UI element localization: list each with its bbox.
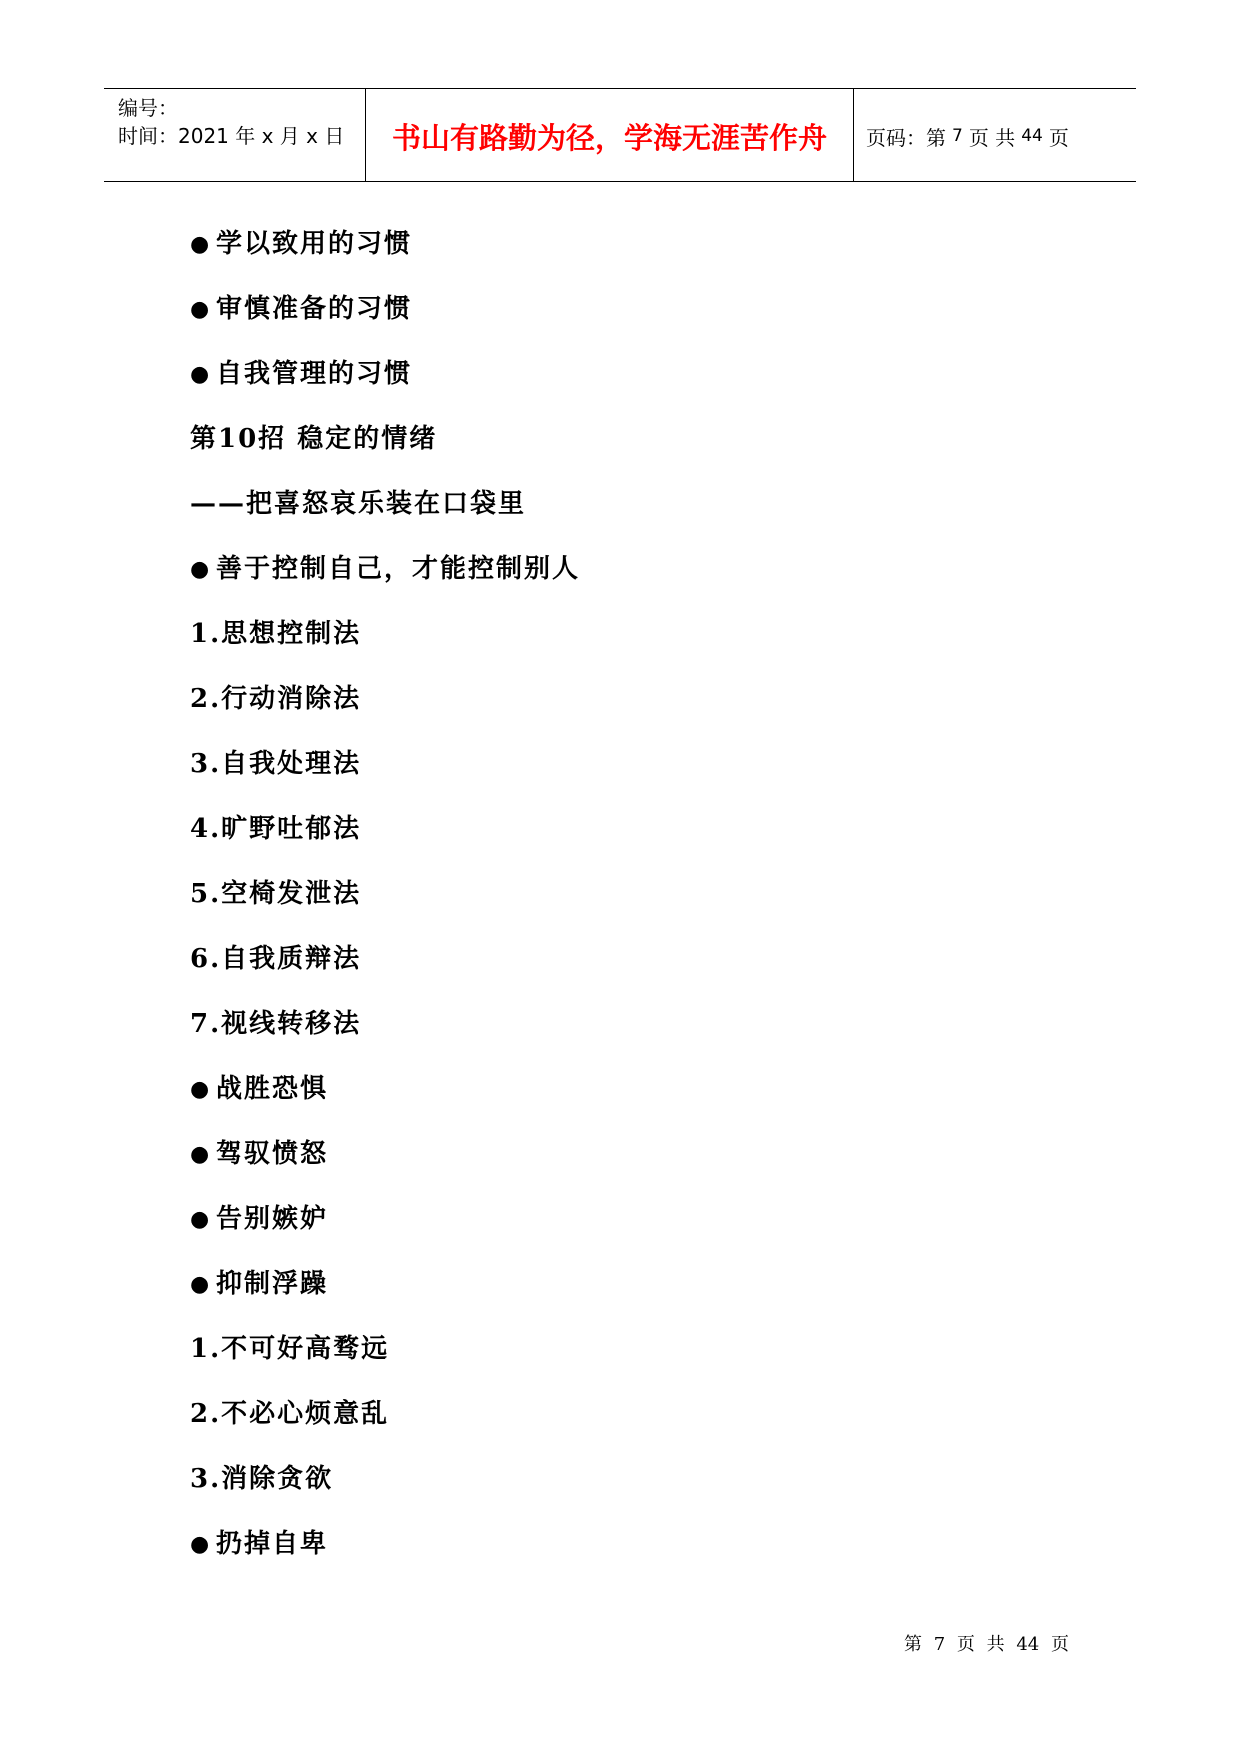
page-footer: 第 7 页 共 44 页 (904, 1634, 1069, 1655)
list-item (190, 277, 1090, 342)
list-item (190, 667, 1090, 732)
list-item (190, 342, 1090, 407)
list-item (190, 732, 1090, 797)
bullet-icon: ● (190, 1206, 210, 1232)
page-total: 44 (1021, 126, 1043, 146)
bullet-icon: ● (190, 1271, 210, 1297)
list-item-text: 第10招 稳定的情绪 (190, 424, 438, 454)
list-item-text: 7.视线转移法 (190, 1009, 362, 1039)
list-item-text: 2.不必心烦意乱 (190, 1399, 390, 1429)
list-item (190, 1382, 1090, 1447)
list-item (190, 1317, 1090, 1382)
bullet-icon: ● (190, 296, 210, 322)
page-suffix: 页 (1048, 125, 1069, 150)
list-item (190, 1252, 1090, 1317)
list-item (190, 1122, 1090, 1187)
bullet-icon: ● (190, 1141, 210, 1167)
list-item-text: 抑制浮躁 (216, 1269, 329, 1299)
list-item-text: 2.行动消除法 (190, 684, 362, 714)
list-item (190, 927, 1090, 992)
list-item (190, 602, 1090, 667)
list-item (190, 992, 1090, 1057)
page-header (104, 88, 1136, 182)
page-mid: 页 共 (968, 125, 1016, 150)
bullet-icon: ● (190, 556, 210, 582)
list-item-text: 3.自我处理法 (190, 749, 362, 779)
list-item-text: 自我管理的习惯 (216, 359, 413, 389)
header-meta (104, 89, 366, 181)
list-item-text: 学以致用的习惯 (216, 229, 413, 259)
page-prefix: 页码：第 (866, 125, 946, 150)
list-item (190, 862, 1090, 927)
list-item-text: 6.自我质辩法 (190, 944, 362, 974)
list-item-text: 1.思想控制法 (190, 619, 362, 649)
bullet-icon: ● (190, 361, 210, 387)
list-item-text: 告别嫉妒 (216, 1204, 329, 1234)
list-item-text: ——把喜怒哀乐装在口袋里 (190, 489, 527, 519)
list-item-text: 4.旷野吐郁法 (190, 814, 362, 844)
bullet-icon: ● (190, 231, 210, 257)
list-item-text: 审慎准备的习惯 (216, 294, 413, 324)
list-item (190, 1447, 1090, 1512)
bullet-icon: ● (190, 1076, 210, 1102)
page-current: 7 (952, 126, 963, 146)
list-item (190, 797, 1090, 862)
list-item (190, 1512, 1090, 1577)
list-item-text: 5.空椅发泄法 (190, 879, 362, 909)
list-item (190, 212, 1090, 277)
list-item (190, 537, 1090, 602)
list-item (190, 1057, 1090, 1122)
header-motto: 书山有路勤为径，学海无涯苦作舟 (366, 89, 854, 181)
time-label: 时间：2021 年 x 月 x 日 (118, 124, 345, 148)
bullet-icon: ● (190, 1531, 210, 1557)
list-item (190, 472, 1090, 537)
document-body (190, 212, 1090, 1577)
number-label: 编号： (118, 96, 178, 120)
list-item-text: 3.消除贪欲 (190, 1464, 334, 1494)
list-item-text: 驾驭愤怒 (216, 1139, 329, 1169)
list-item-text: 1.不可好高骛远 (190, 1334, 390, 1364)
list-item-text: 扔掉自卑 (216, 1529, 329, 1559)
list-item-text: 战胜恐惧 (216, 1074, 329, 1104)
list-item (190, 1187, 1090, 1252)
header-page-info (854, 89, 1136, 181)
list-item-text: 善于控制自己，才能控制别人 (216, 554, 581, 584)
list-item (190, 407, 1090, 472)
